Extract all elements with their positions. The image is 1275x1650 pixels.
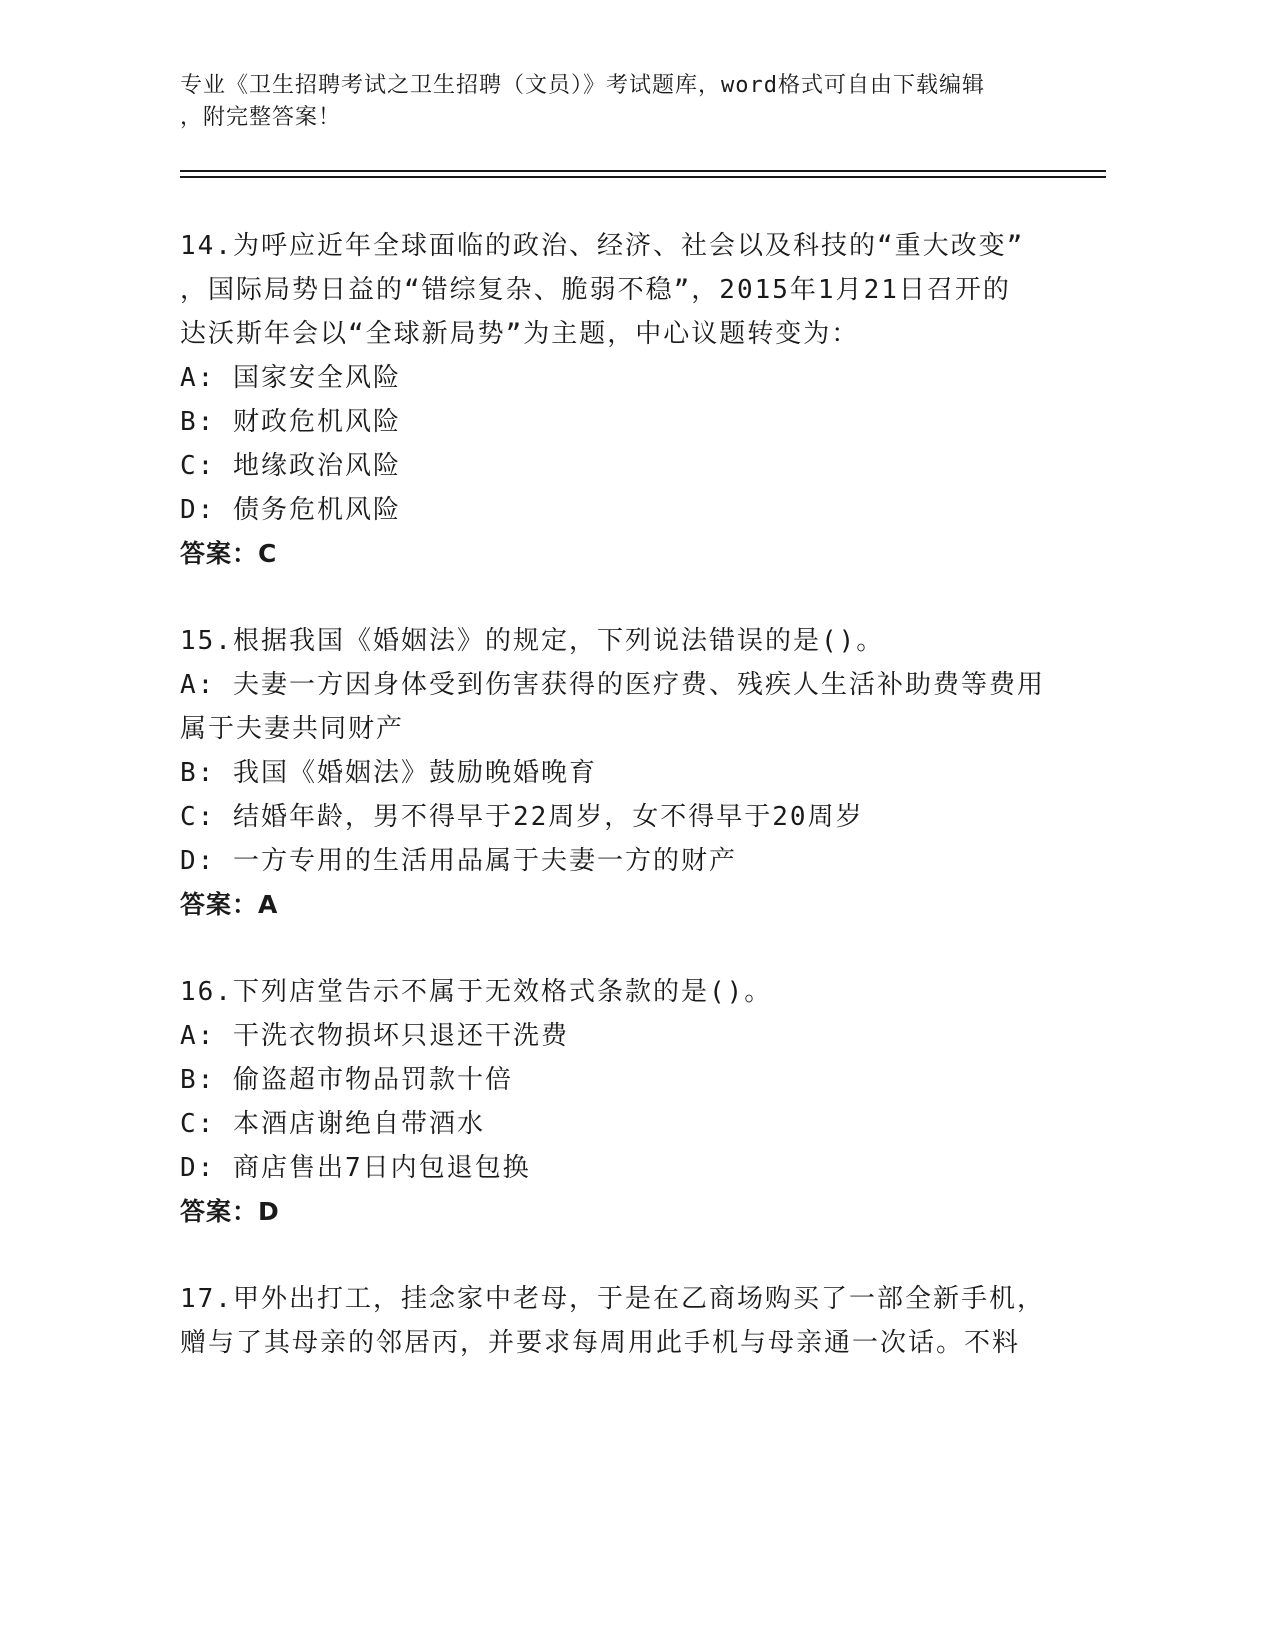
answer-label: 答案：A — [180, 890, 279, 919]
option-a: A: 夫妻一方因身体受到伤害获得的医疗费、残疾人生活补助费等费用 — [180, 670, 1045, 700]
question-list — [180, 224, 1060, 1408]
option-a-continued: 属于夫妻共同财产 — [180, 714, 405, 744]
option-d: D: 债务危机风险 — [180, 495, 401, 525]
header-line-1: 专业《卫生招聘考试之卫生招聘（文员）》考试题库，word格式可自由下载编辑 — [180, 73, 985, 98]
option-b: B: 偷盗超市物品罚款十倍 — [180, 1065, 513, 1095]
question-14 — [180, 224, 1060, 576]
question-stem-line: 16.下列店堂告示不属于无效格式条款的是()。 — [180, 977, 773, 1007]
document-header — [180, 70, 1060, 134]
option-c: C: 结婚年龄，男不得早于22周岁，女不得早于20周岁 — [180, 802, 864, 832]
question-stem-line: 17.甲外出打工，挂念家中老母，于是在乙商场购买了一部全新手机， — [180, 1284, 1045, 1314]
question-stem-line: 14.为呼应近年全球面临的政治、经济、社会以及科技的“重大改变” — [180, 231, 1025, 261]
option-d: D: 一方专用的生活用品属于夫妻一方的财产 — [180, 846, 737, 876]
option-a: A: 干洗衣物损坏只退还干洗费 — [180, 1021, 569, 1051]
question-stem-line: ，国际局势日益的“错综复杂、脆弱不稳”，2015年1月21日召开的 — [180, 275, 1011, 305]
option-b: B: 我国《婚姻法》鼓励晚婚晚育 — [180, 758, 597, 788]
question-stem-line: 达沃斯年会以“全球新局势”为主题，中心议题转变为： — [180, 319, 860, 349]
option-c: C: 本酒店谢绝自带酒水 — [180, 1109, 485, 1139]
answer-label: 答案：C — [180, 539, 278, 568]
option-c: C: 地缘政治风险 — [180, 451, 401, 481]
answer-label: 答案：D — [180, 1197, 280, 1226]
header-divider-top — [180, 170, 1106, 172]
option-b: B: 财政危机风险 — [180, 407, 401, 437]
question-17 — [180, 1277, 1060, 1365]
question-stem-line: 赠与了其母亲的邻居丙，并要求每周用此手机与母亲通一次话。不料 — [180, 1328, 1021, 1358]
header-divider-bottom — [180, 176, 1106, 178]
header-line-2: ，附完整答案！ — [180, 105, 342, 130]
question-16 — [180, 970, 1060, 1234]
option-d: D: 商店售出7日内包退包换 — [180, 1153, 531, 1183]
question-15 — [180, 619, 1060, 927]
option-a: A: 国家安全风险 — [180, 363, 401, 393]
question-stem-line: 15.根据我国《婚姻法》的规定，下列说法错误的是()。 — [180, 626, 885, 656]
